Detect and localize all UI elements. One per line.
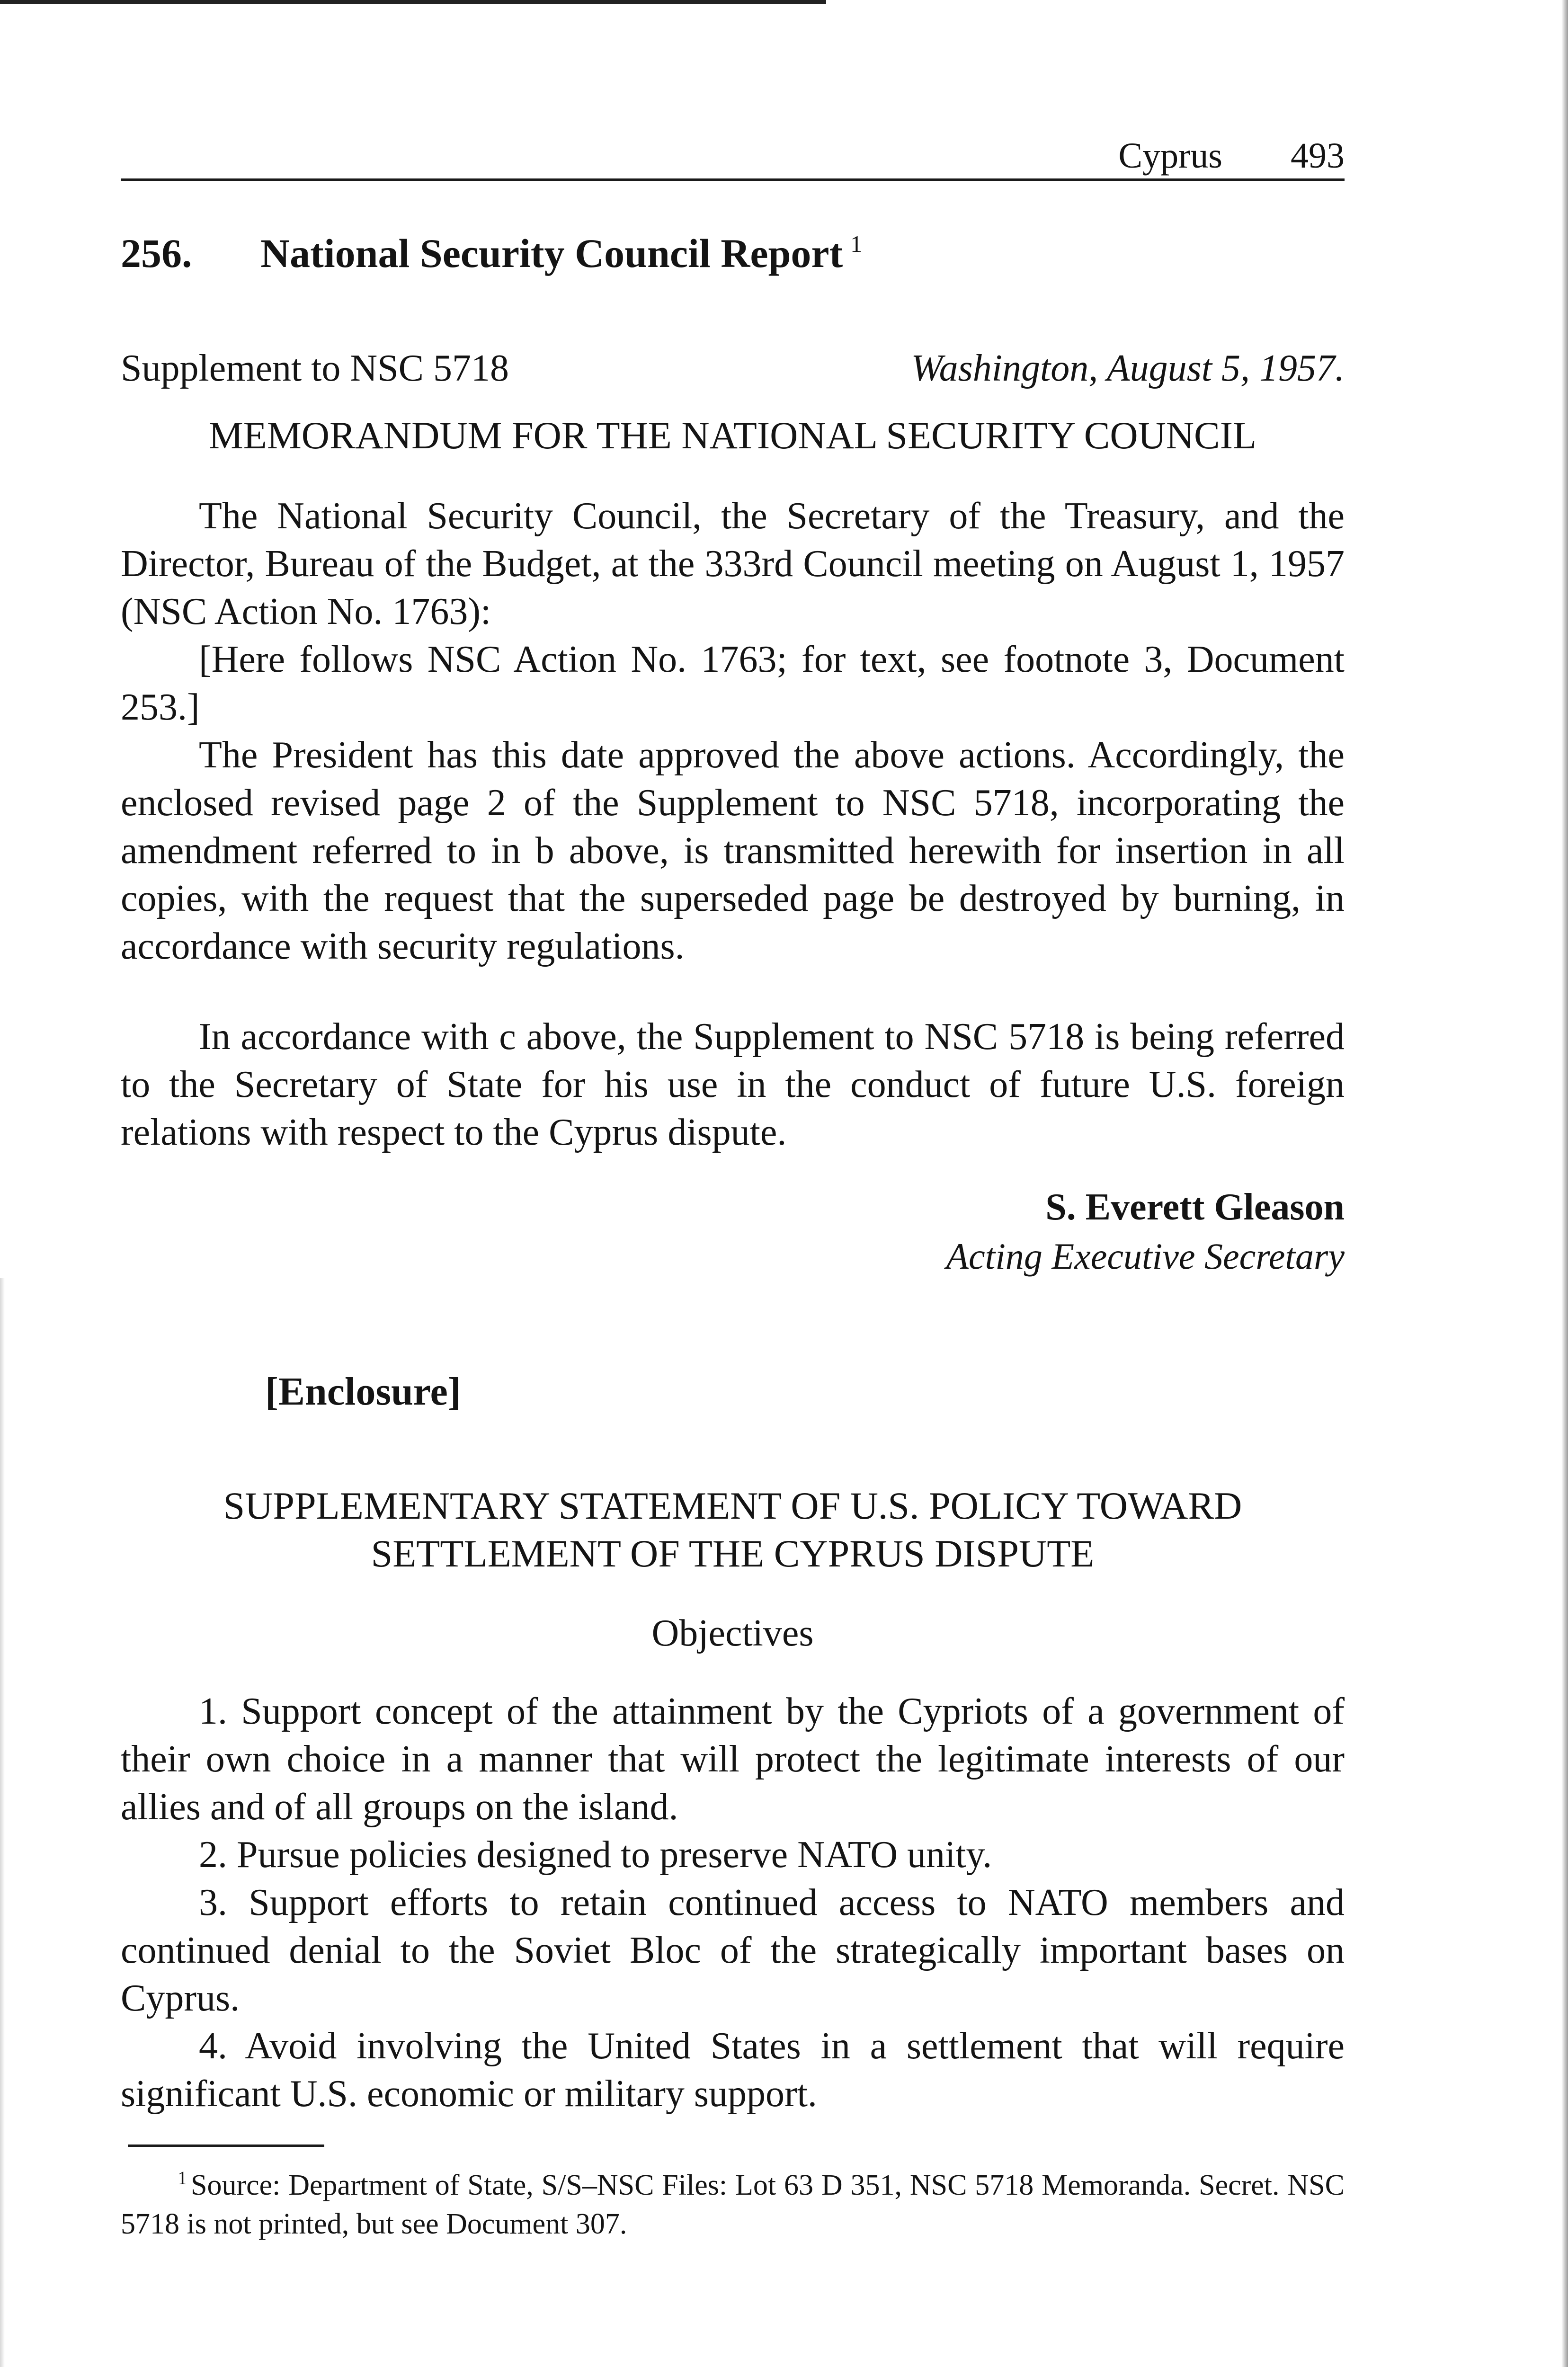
memo-body-continued <box>121 1013 1345 1157</box>
enclosure-heading-line: SUPPLEMENTARY STATEMENT OF U.S. POLICY TOWARD <box>223 1484 1242 1527</box>
supplement-line: Supplement to NSC 5718 <box>121 347 509 389</box>
memo-heading: MEMORANDUM FOR THE NATIONAL SECURITY COUNCIL <box>208 414 1257 457</box>
document-title-text: National Security Council Report <box>260 231 843 276</box>
page-number: 493 <box>1291 136 1345 176</box>
enclosure-heading-line: SETTLEMENT OF THE CYPRUS DISPUTE <box>371 1532 1095 1575</box>
objective-item: 3. Support efforts to retain continued access to NATO members and continued denial to the Soviet Bloc of the strategically important bases on Cyprus. <box>121 1882 1345 2019</box>
document-title <box>121 220 862 277</box>
memo-paragraph: The National Security Council, the Secretary of the Treasury, and the Director, Bureau of the Budget, at the 333rd Council meeting on August 1, 1957 (NSC Action No. 1763): <box>121 495 1345 632</box>
signer-title: Acting Executive Secretary <box>946 1236 1345 1277</box>
footnote <box>121 2159 1345 2243</box>
scan-top-edge <box>0 0 826 4</box>
footnote-text: Source: Department of State, S/S–NSC Files: Lot 63 D 351, NSC 5718 Memoranda. Secret. NSC 5718 is not printed, but see Document 307. <box>121 2169 1345 2240</box>
objective-item: 2. Pursue policies designed to preserve NATO unity. <box>199 1834 992 1876</box>
memo-paragraph: [Here follows NSC Action No. 1763; for text, see footnote 3, Document 253.] <box>121 639 1345 728</box>
enclosure-heading <box>121 1482 1345 1577</box>
scan-left-edge <box>0 1278 5 2367</box>
memo-paragraph: The President has this date approved the above actions. Accordingly, the enclosed revised page 2 of the Supplement to NSC 5718, incorporating the amendment referred to in b above, is transmitted herewith for insertion in all copies, with the request that the superseded page be destroyed by burning, in accordance with security regulations. <box>121 734 1345 967</box>
place-date: Washington, August 5, 1957. <box>911 347 1345 389</box>
footnote-divider <box>128 2145 324 2147</box>
objective-item: 4. Avoid involving the United States in a settlement that will require significant U.S. economic or military support. <box>121 2025 1345 2115</box>
memo-body <box>121 492 1345 970</box>
footnote-reference[interactable]: 1 <box>850 231 863 257</box>
objective-item: 1. Support concept of the attainment by the Cypriots of a government of their own choice in a manner that will protect the legitimate interests of our allies and of all groups on the island. <box>121 1691 1345 1828</box>
memo-paragraph: In accordance with c above, the Supplement to NSC 5718 is being referred to the Secretary of State for his use in the conduct of future U.S. foreign relations with respect to the Cyprus dispute. <box>121 1016 1345 1153</box>
footnote-marker: 1 <box>178 2167 187 2189</box>
document-number: 256. <box>121 231 192 276</box>
scan-right-edge <box>1561 0 1568 2367</box>
running-head <box>121 133 1345 181</box>
signer-name: S. Everett Gleason <box>1045 1186 1345 1228</box>
objectives-subheading: Objectives <box>651 1612 814 1654</box>
objectives-list <box>121 1688 1345 2118</box>
enclosure-label: [Enclosure] <box>265 1370 461 1414</box>
running-head-section: Cyprus <box>1118 136 1222 176</box>
